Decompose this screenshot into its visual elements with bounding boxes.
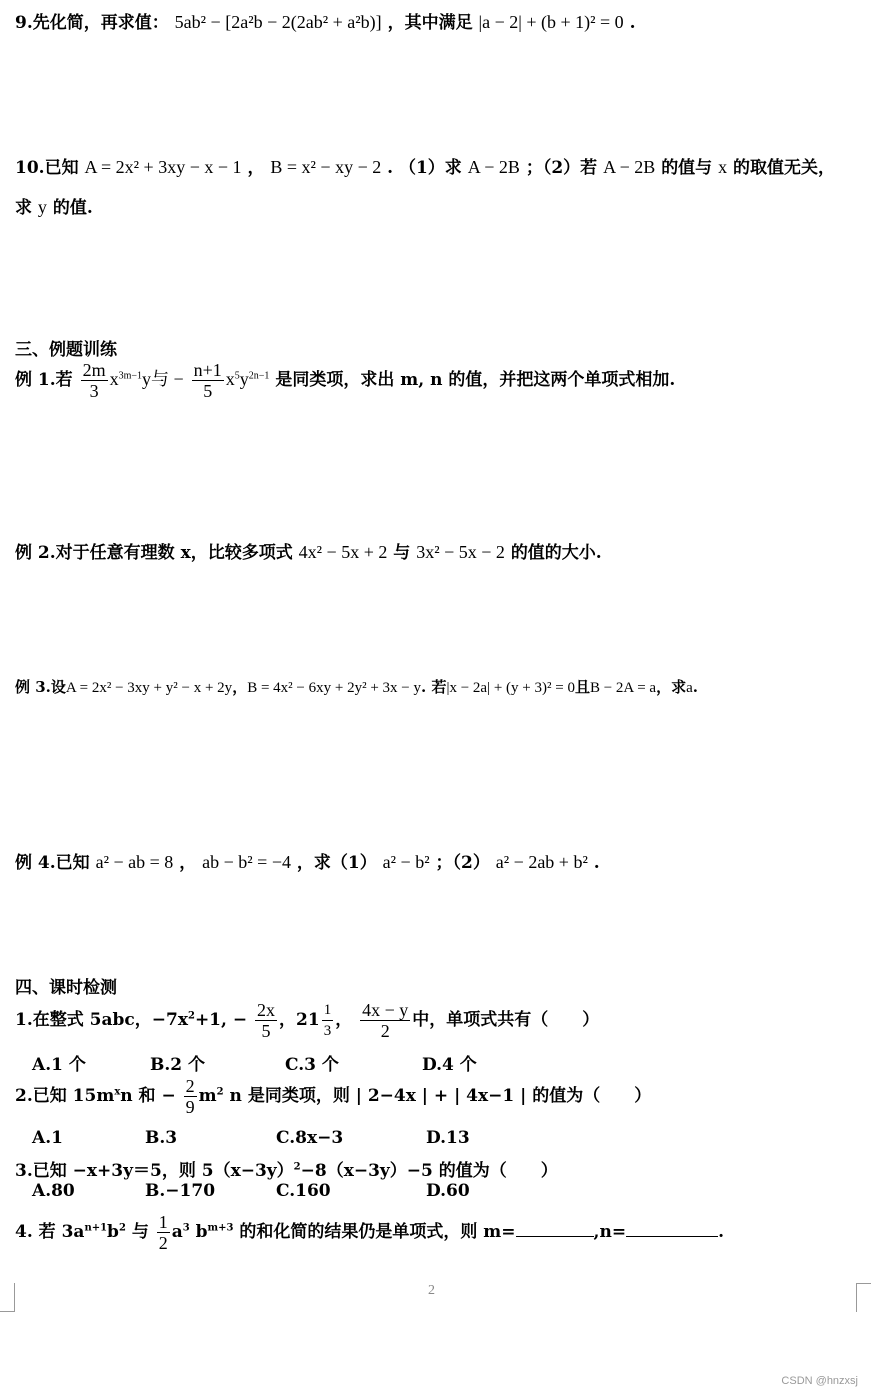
ex4-e1: a² − b² [382, 852, 430, 872]
t1-b: +1, − [194, 1010, 248, 1030]
t4-f-num: 1 [158, 1212, 168, 1232]
t1-f-num: 2x [257, 1000, 276, 1020]
t2-c-sup: 2 [216, 1086, 224, 1098]
t3-option-b: B.−170 [145, 1181, 216, 1201]
t3-a-sup: 2 [293, 1161, 301, 1173]
t4-d-sup: 3 [182, 1222, 190, 1234]
t2-option-d: D.13 [426, 1128, 470, 1148]
q10-y: y [37, 197, 47, 217]
ex1-f1-num: 2m [82, 360, 106, 380]
ex1-t2: y与 − [142, 369, 184, 389]
ex2-e2: 3x² − 5x − 2 [416, 542, 505, 562]
t1-f-den: 5 [261, 1021, 271, 1041]
m-answer-blank[interactable] [516, 1236, 594, 1237]
t1-fraction-2 [360, 1000, 410, 1041]
t1-fraction-1 [255, 1000, 277, 1041]
t4-e-sup: m+3 [207, 1222, 234, 1234]
q10-expr-a: A = 2x² + 3xy − x − 1 [84, 157, 242, 177]
question-9 [15, 8, 636, 33]
t2-option-c: C.8x−3 [276, 1128, 344, 1148]
ex4-end: . [593, 853, 600, 873]
t1-g-num: 4x − y [362, 1000, 409, 1020]
q10-line2b: 的值. [52, 198, 93, 218]
t1-a-sup: 2 [187, 1010, 195, 1022]
q10-sep: ， [247, 158, 265, 178]
watermark: CSDN @hnzxsj [781, 1375, 858, 1387]
ex2-mid: 与 [393, 543, 411, 563]
t2-option-b: B.3 [145, 1128, 178, 1148]
ex3-sep: ， [232, 678, 248, 696]
t3-b: −8（x−3y）−5 的值为（ ） [300, 1161, 558, 1181]
t4-g: ,n= [593, 1222, 627, 1242]
t2-c: m [198, 1086, 217, 1106]
q9-condition: |a − 2| + (b + 1)² = 0 [478, 12, 624, 32]
section-4-title: 四、课时检测 [15, 978, 117, 998]
ex2-end: 的值的大小. [510, 543, 602, 563]
q10-part2: ；（2）若 [525, 158, 598, 178]
q10-x: x [718, 157, 728, 177]
ex1-t4-sup: 2n−1 [248, 370, 270, 382]
t1-option-b: B.2 个 [150, 1055, 206, 1075]
ex1-label: 例 1.若 [15, 370, 73, 390]
test-3 [15, 1156, 558, 1181]
question-10 [15, 153, 835, 178]
t1-option-c: C.3 个 [285, 1055, 339, 1075]
example-4 [15, 848, 600, 873]
ex4-sep: ， [179, 853, 197, 873]
ex4-label: 例 4.已知 [15, 853, 90, 873]
t4-c: 与 [131, 1222, 149, 1242]
ex4-e2: a² − 2ab + b² [495, 852, 588, 872]
t3-a: 3.已知 −x+3y＝5，则 5（x−3y） [15, 1161, 294, 1181]
test-4 [15, 1212, 724, 1253]
t4-b: b [107, 1222, 119, 1242]
t4-fraction [157, 1212, 170, 1253]
ex3-b: B = 4x² − 6xy + 2y² + 3x − y [247, 680, 421, 696]
q10-line2a: 求 [15, 198, 32, 218]
t4-e: b [195, 1222, 208, 1242]
t2-f-den: 9 [185, 1097, 195, 1117]
ex3-p3: ，求 [656, 678, 687, 696]
ex1-t3-sup: 5 [234, 370, 240, 382]
t2-option-a: A.1 [32, 1128, 63, 1148]
page-corner-right [856, 1283, 871, 1312]
page-number: 2 [428, 1283, 435, 1298]
ex1-f1-den: 3 [89, 381, 99, 401]
t1-mixed-fraction [322, 1000, 334, 1041]
ex1-t1: x [109, 369, 119, 389]
t4-f-den: 2 [158, 1233, 168, 1253]
t1-a: 1.在整式 5abc，−7x [15, 1010, 188, 1030]
ex4-p2: ；（2） [435, 853, 490, 873]
ex3-end: . [692, 678, 698, 696]
ex4-b: ab − b² = −4 [202, 852, 291, 872]
ex4-a: a² − ab = 8 [95, 852, 174, 872]
ex3-p2: 且 [574, 678, 590, 696]
ex4-p1: ，求（1） [296, 853, 377, 873]
t1-d: ， [335, 1010, 353, 1030]
section-3-title: 三、例题训练 [15, 340, 117, 360]
ex1-t3: x [225, 369, 235, 389]
ex1-t1-sup: 3m−1 [118, 370, 143, 382]
q10-part3: 的值与 [661, 158, 713, 178]
t4-f: 的和化简的结果仍是单项式，则 m= [239, 1222, 516, 1242]
t4-b-sup: 2 [118, 1222, 126, 1234]
ex1-fraction-1 [81, 360, 108, 401]
ex3-p1: . 若 [421, 678, 447, 696]
test-2 [15, 1076, 651, 1117]
ex3-label: 例 3.设 [15, 678, 66, 696]
t2-fraction [184, 1076, 197, 1117]
t4-a: 4. 若 3a [15, 1222, 85, 1242]
ex3-a-var: a [686, 680, 693, 696]
t2-b: n 和 − [120, 1086, 176, 1106]
example-1 [15, 360, 675, 401]
ex3-c2: B − 2A = a [589, 680, 657, 696]
ex1-f2-den: 5 [203, 381, 213, 401]
t2-f-num: 2 [185, 1076, 195, 1096]
t1-e: 中，单项式共有（ ） [412, 1010, 600, 1030]
q10-part4: 的取值无关， [733, 158, 836, 178]
t2-d: n 是同类项，则 | 2−4x | + | 4x−1 | 的值为（ ） [229, 1086, 652, 1106]
t1-c: ，21 [279, 1010, 320, 1030]
t1-g-den: 2 [380, 1021, 390, 1041]
example-2 [15, 538, 602, 563]
example-3 [15, 676, 698, 697]
t2-a-sup: x [114, 1086, 121, 1098]
t1-m-num: 1 [322, 1000, 334, 1021]
ex1-t4: y [239, 369, 249, 389]
ex1-f2-num: n+1 [193, 360, 222, 380]
q9-label: 9.先化简，再求值： [15, 13, 169, 33]
t1-m-den: 3 [323, 1023, 332, 1039]
q10-label: 10.已知 [15, 158, 79, 178]
test-1 [15, 1000, 599, 1041]
q10-expr-b: B = x² − xy − 2 [270, 157, 382, 177]
q9-end: . [629, 13, 636, 33]
ex2-e1: 4x² − 5x + 2 [298, 542, 388, 562]
q9-mid: ，其中满足 [387, 13, 473, 33]
ex3-cond: |x − 2a| + (y + 3)² = 0 [446, 680, 575, 696]
ex2-label: 例 2.对于任意有理数 x，比较多项式 [15, 543, 293, 563]
t3-option-d: D.60 [426, 1181, 470, 1201]
q10-e1: A − 2B [467, 157, 520, 177]
page-corner-left [0, 1283, 15, 1312]
t2-a: 2.已知 15m [15, 1086, 115, 1106]
t1-option-a: A.1 个 [32, 1055, 86, 1075]
t4-a-sup: n+1 [84, 1222, 108, 1234]
ex3-a: A = 2x² − 3xy + y² − x + 2y [65, 680, 233, 696]
ex1-rest: 是同类项，求出 m, n 的值，并把这两个单项式相加. [275, 370, 676, 390]
t4-h: . [718, 1222, 724, 1242]
t3-option-c: C.160 [276, 1181, 331, 1201]
question-10-line2 [15, 193, 93, 218]
q9-expression: 5ab² − [2a²b − 2(2ab² + a²b)] [174, 12, 382, 32]
q10-e2: A − 2B [603, 157, 656, 177]
q10-part1: . （1）求 [387, 158, 462, 178]
t1-option-d: D.4 个 [422, 1055, 477, 1075]
t4-d: a [171, 1222, 183, 1242]
ex1-fraction-2 [192, 360, 224, 401]
n-answer-blank[interactable] [626, 1236, 718, 1237]
t3-option-a: A.80 [32, 1181, 75, 1201]
